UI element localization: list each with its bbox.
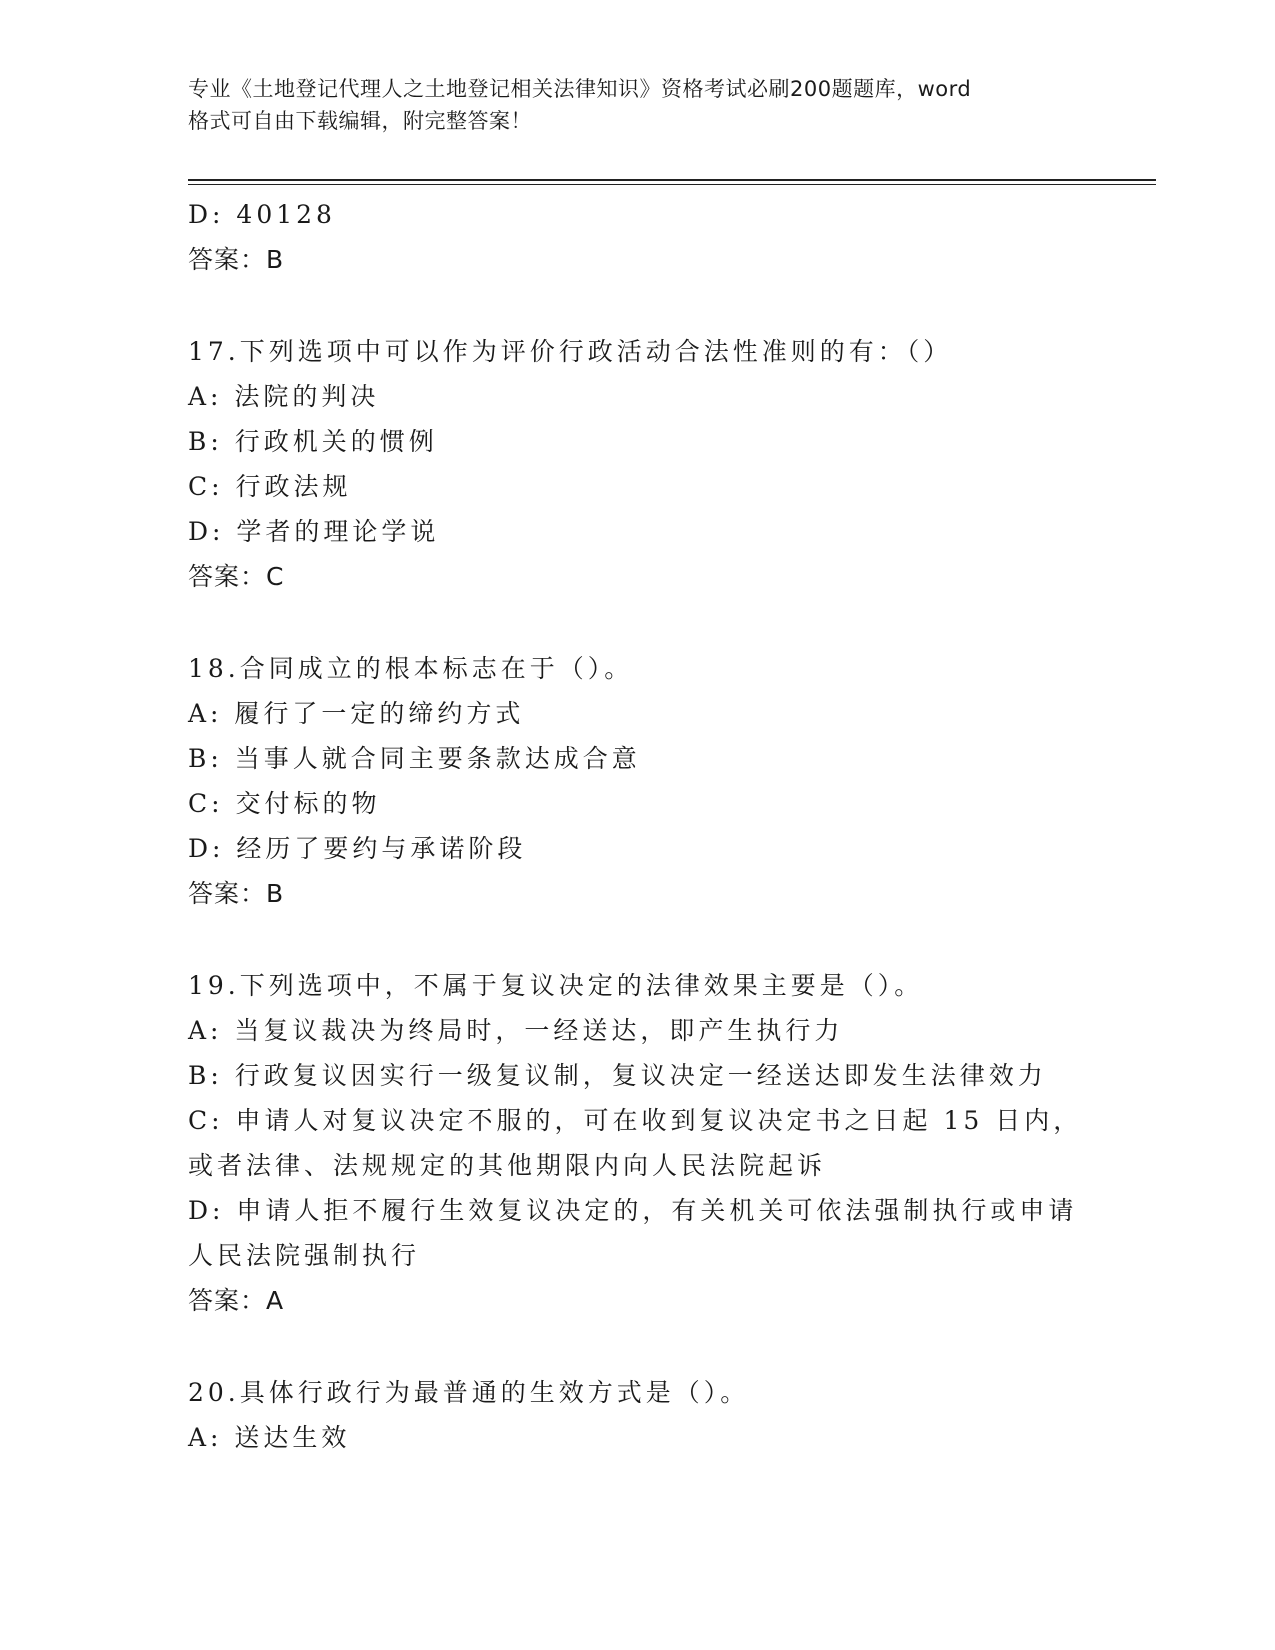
q17-option-b: B: 行政机关的惯例 (188, 427, 438, 456)
q18-option-b: B: 当事人就合同主要条款达成合意 (188, 744, 641, 773)
q18-option-c: C: 交付标的物 (188, 789, 381, 818)
q19-answer: 答案：A (188, 1286, 285, 1315)
q17-option-c: C: 行政法规 (188, 472, 352, 501)
q18-option-d: D: 经历了要约与承诺阶段 (188, 834, 527, 863)
q18-question: 18.合同成立的根本标志在于（）。 (188, 654, 634, 683)
q19-question: 19.下列选项中，不属于复议决定的法律效果主要是（）。 (188, 971, 924, 1000)
spacer (188, 916, 1108, 963)
q18-option-a: A: 履行了一定的缔约方式 (188, 699, 525, 728)
spacer (188, 599, 1108, 646)
q19-option-d-line-2: 人民法院强制执行 (188, 1241, 421, 1270)
q19-option-b: B: 行政复议因实行一级复议制，复议决定一经送达即发生法律效力 (188, 1061, 1047, 1090)
spacer (188, 282, 1108, 329)
header-line-2: 格式可自由下载编辑，附完整答案！ (188, 109, 532, 133)
q17-option-d: D: 学者的理论学说 (188, 517, 440, 546)
question-18 (188, 646, 1108, 916)
question-17 (188, 329, 1108, 599)
document-header (188, 73, 1088, 137)
question-20 (188, 1370, 1108, 1460)
q17-question: 17.下列选项中可以作为评价行政活动合法性准则的有：（） (188, 337, 953, 366)
header-divider-thin (188, 184, 1156, 185)
question-19 (188, 963, 1108, 1323)
q20-option-a: A: 送达生效 (188, 1423, 351, 1452)
question-list (188, 192, 1108, 1460)
spacer (188, 1323, 1108, 1370)
q16-option-d: D: 40128 (188, 200, 336, 229)
header-line-1: 专业《土地登记代理人之土地登记相关法律知识》资格考试必刷200题题库，word (188, 77, 972, 101)
q19-option-c-line-2: 或者法律、法规规定的其他期限内向人民法院起诉 (188, 1151, 827, 1180)
q19-option-a: A: 当复议裁决为终局时，一经送达，即产生执行力 (188, 1016, 844, 1045)
q18-answer: 答案：B (188, 879, 285, 908)
q16-answer: 答案：B (188, 245, 285, 274)
q17-option-a: A: 法院的判决 (188, 382, 380, 411)
q19-option-c-line-1: C: 申请人对复议决定不服的，可在收到复议决定书之日起 15 日内， (188, 1106, 1083, 1135)
header-divider-thick (188, 179, 1156, 181)
q20-question: 20.具体行政行为最普通的生效方式是（）。 (188, 1378, 750, 1407)
q17-answer: 答案：C (188, 562, 285, 591)
q19-option-d-line-1: D: 申请人拒不履行生效复议决定的，有关机关可依法强制执行或申请 (188, 1196, 1078, 1225)
